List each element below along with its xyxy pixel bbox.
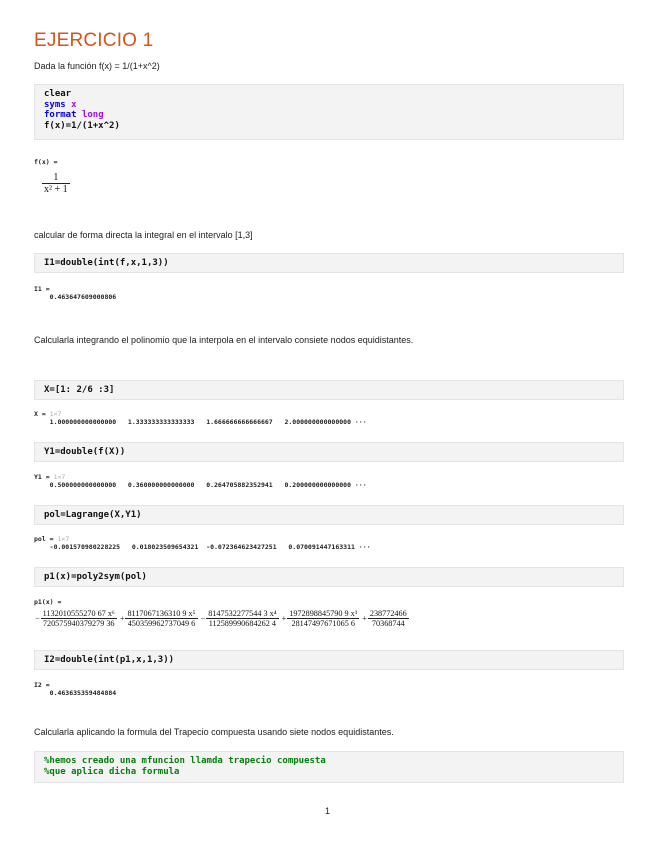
code-block-4[interactable]: Y1=double(f(X)) <box>34 442 624 462</box>
code-block-6[interactable]: p1(x)=poly2sym(pol) <box>34 567 624 587</box>
code-keyword: syms <box>44 99 66 110</box>
code-block-3[interactable]: X=[1: 2/6 :3] <box>34 380 624 400</box>
code-block-7[interactable]: I2=double(int(p1,x,1,3)) <box>34 650 624 670</box>
output-f-formula <box>42 172 70 195</box>
fraction: $\frac{1}{\text{x² + 1}}$ <box>44 172 68 195</box>
code-comment: %hemos creado una mfuncion llamda trapecio compuesta <box>44 756 326 766</box>
code-line: clear <box>44 89 72 99</box>
fraction: $\frac{\text{8117067136310 9 x⁵}}{450359962737049 6}$ <box>127 609 196 628</box>
output-p1-formula: − $\frac{\text{1132010555270 67 x⁶}}{720575940379279 36}$ + $\frac{\text{8117067136310 9 x⁵}}{450359962737049 6}$ − $\frac{\text{8147532277544 3 x⁴}}{112589990684262 4}$ + $\frac{\text{1972898845790 9 x³}}{28147497671065 6}$ + $\frac{238772466}{70368744}$ <box>35 609 407 628</box>
code-block-8[interactable] <box>34 751 624 783</box>
code-arg: x <box>71 99 77 110</box>
code-block-2[interactable]: I1=double(int(f,x,1,3)) <box>34 253 624 273</box>
paragraph-4: Calcularla aplicando la formula del Trapecio compuesta usando siete nodos equidistantes. <box>34 727 394 737</box>
paragraph-2: calcular de forma directa la integral en el intervalo [1,3] <box>34 230 253 240</box>
code-block-1[interactable] <box>34 84 624 140</box>
code-comment: %que aplica dicha formula <box>44 766 180 777</box>
output-I1: I1 = 0.463647609000806 <box>34 285 117 301</box>
code-arg: long <box>81 110 104 120</box>
output-pol: pol = 1×7 -0.001570980228225 0.018023509654321 -0.072364623427251 0.070091447163311 ··· <box>34 535 371 551</box>
section-title: EJERCICIO 1 <box>34 30 154 51</box>
page-number: 1 <box>324 806 330 816</box>
fraction: $\frac{238772466}{70368744}$ <box>369 609 407 628</box>
fraction: $\frac{\text{8147532277544 3 x⁴}}{112589990684262 4}$ <box>208 609 277 628</box>
code-line: f(x)=1/(1+x^2) <box>44 120 120 131</box>
output-Y1: Y1 = 1×7 0.500000000000000 0.360000000000000 0.264705882352941 0.200000000000000 ··· <box>34 473 367 489</box>
code-keyword: format <box>44 110 77 120</box>
code-block-5[interactable]: pol=Lagrange(X,Y1) <box>34 505 624 525</box>
output-f-label: f(x) = <box>34 158 58 166</box>
fraction: $\frac{\text{1132010555270 67 x⁶}}{720575940379279 36}$ <box>42 609 115 628</box>
fraction: $\frac{\text{1972898845790 9 x³}}{28147497671065 6}$ <box>289 609 358 628</box>
intro-text: Dada la función f(x) = 1/(1+x^2) <box>34 61 160 71</box>
output-p1-label: p1(x) = <box>34 598 62 606</box>
output-X: X = 1×7 1.000000000000000 1.333333333333333 1.666666666666667 2.000000000000000 ··· <box>34 410 367 426</box>
paragraph-3: Calcularla integrando el polinomio que la interpola en el intervalo consiete nodos equidistantes. <box>34 335 414 345</box>
output-I2: I2 = 0.463635359484884 <box>34 681 117 697</box>
